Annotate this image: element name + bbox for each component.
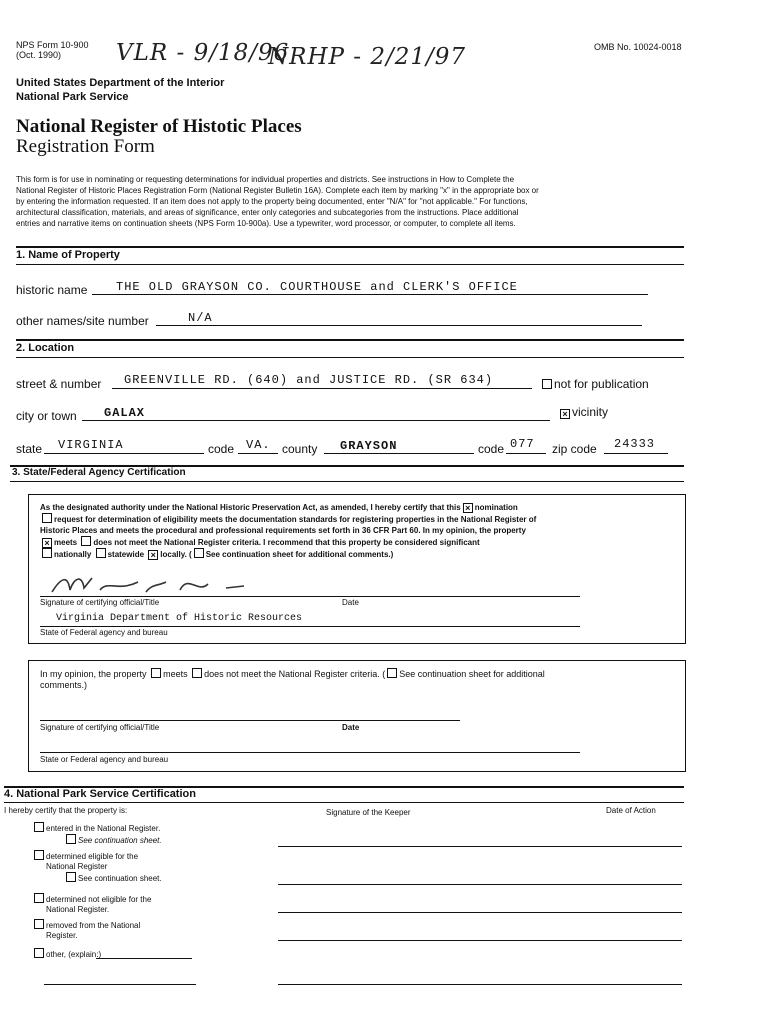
street-label: street & number <box>16 377 102 391</box>
field-underline <box>112 388 532 389</box>
not-eligible-checkbox[interactable] <box>34 893 44 903</box>
field-underline <box>324 453 474 454</box>
field-underline <box>92 294 648 295</box>
omb-number: OMB No. 10024-0018 <box>594 42 682 52</box>
keeper-line <box>278 984 682 985</box>
removed-checkbox[interactable] <box>34 919 44 929</box>
continuation-checkbox[interactable] <box>194 548 204 558</box>
zip-value[interactable]: 24333 <box>614 437 656 451</box>
opinion-continuation-checkbox[interactable] <box>387 668 397 678</box>
agency-line <box>40 626 580 627</box>
section-divider <box>16 264 684 265</box>
section-divider <box>4 802 684 803</box>
field-underline <box>44 453 204 454</box>
instructions-line: entries and narrative items on continuation sheets (NPS Form 10-900a). Use a typewriter, word processor, or computer, to complete all items. <box>16 219 516 228</box>
statewide-label: statewide <box>107 550 145 559</box>
other-label: other, (explain:) <box>46 950 102 959</box>
nationally-label: nationally <box>54 550 92 559</box>
agency-value[interactable]: Virginia Department of Historic Resources <box>56 613 303 624</box>
zip-label: zip code <box>552 442 597 456</box>
meets-checkbox[interactable] <box>42 538 52 548</box>
not-eligible-label: determined not eligible for the <box>46 895 152 904</box>
opinion-meets-checkbox[interactable] <box>151 668 161 678</box>
section-2-heading: 2. Location <box>16 342 75 354</box>
historic-name-label: historic name <box>16 283 88 297</box>
removed-label-2: Register. <box>46 931 78 940</box>
agency-line <box>40 752 580 753</box>
cert-line-2: request for determination of eligibility meets the documentation standards for registering properties in the National Register of <box>54 515 537 524</box>
not-eligible-label-2: National Register. <box>46 905 110 914</box>
service-name: National Park Service <box>16 91 129 103</box>
title-line-1: National Register of Histotic Places <box>16 116 302 137</box>
field-underline <box>604 453 668 454</box>
code-label: code <box>208 442 235 456</box>
keeper-line <box>278 884 682 885</box>
section-divider <box>16 246 684 248</box>
nationally-checkbox[interactable] <box>42 548 52 558</box>
field-underline <box>506 453 546 454</box>
page-title <box>16 117 302 157</box>
title-line-2: Registration Form <box>16 136 155 157</box>
cert-line-1: As the designated authority under the National Historic Preservation Act, as amended, I hereby certify that this <box>40 503 461 512</box>
nps-item-eligible <box>32 850 162 884</box>
form-date-text: (Oct. 1990) <box>16 50 62 60</box>
form-number-text: NPS Form 10-900 <box>16 40 89 50</box>
date-label: Date <box>342 723 360 732</box>
opinion-text <box>40 668 670 691</box>
signature-image <box>48 572 288 598</box>
certify-text: I hereby certify that the property is: <box>4 806 128 815</box>
date-of-action-label: Date of Action <box>606 806 656 815</box>
section-1-heading: 1. Name of Property <box>16 249 120 261</box>
instructions-line: This form is for use in nominating or requesting determinations for individual properties and districts. See instructions in How to Complete the <box>16 175 515 184</box>
handwritten-vlr: VLR - 9/18/96 <box>116 40 290 66</box>
entered-checkbox[interactable] <box>34 822 44 832</box>
other-names-value[interactable]: N/A <box>188 311 213 325</box>
other-checkbox[interactable] <box>34 948 44 958</box>
instructions-line: by entering the information requested. If an item does not apply to the property being documented, enter "N/A" for "not applicable." For functions, <box>16 197 528 206</box>
cert-line-4: does not meet the National Register criteria. I recommend that this property be considered significant <box>93 538 480 547</box>
statewide-checkbox[interactable] <box>96 548 106 558</box>
historic-name-value[interactable]: THE OLD GRAYSON CO. COURTHOUSE and CLERK'S OFFICE <box>116 280 518 294</box>
county-value[interactable]: GRAYSON <box>340 439 398 453</box>
opinion-not-meet-checkbox[interactable] <box>192 668 202 678</box>
keeper-line <box>278 940 682 941</box>
opinion-line-3: See continuation sheet for additional <box>399 669 545 679</box>
continuation-label: See continuation sheet for additional comments.) <box>205 550 394 559</box>
opinion-line-2: does not meet the National Register criteria. ( <box>204 669 386 679</box>
entered-continuation-label: See continuation sheet. <box>78 836 162 845</box>
keeper-label: Signature of the Keeper <box>326 808 411 817</box>
nps-item-removed <box>32 919 140 941</box>
request-checkbox[interactable] <box>42 513 52 523</box>
section-3-heading: 3. State/Federal Agency Certification <box>12 467 186 478</box>
locally-checkbox[interactable] <box>148 550 158 560</box>
keeper-line <box>278 846 682 847</box>
checkbox[interactable] <box>542 379 552 389</box>
instructions-line: National Register of Historic Places Registration Form (National Register Bulletin 16A). Complete each item by marking "x" in the appropriate box or <box>16 186 539 195</box>
removed-label: removed from the National <box>46 921 141 930</box>
entered-continuation-checkbox[interactable] <box>66 834 76 844</box>
keeper-line <box>278 912 682 913</box>
county-code-label: code <box>478 442 505 456</box>
county-code-value[interactable]: 077 <box>510 437 535 451</box>
opinion-line-4: comments.) <box>40 680 88 690</box>
entered-label: entered in the National Register. <box>46 824 161 833</box>
form-number <box>16 40 89 60</box>
other-line[interactable] <box>96 958 192 959</box>
city-value[interactable]: GALAX <box>104 406 146 420</box>
eligible-checkbox[interactable] <box>34 850 44 860</box>
eligible-continuation-label: See continuation sheet. <box>78 874 162 883</box>
state-label: state <box>16 442 43 456</box>
instructions-line: architectural classification, materials, and areas of significance, enter only categories and subcategories from the instructions. Place additional <box>16 208 519 217</box>
not-for-publication[interactable] <box>540 377 649 391</box>
section-divider <box>16 339 684 341</box>
nps-item-not-eligible <box>32 893 151 915</box>
eligible-label-2: National Register <box>46 862 108 871</box>
field-underline <box>82 420 550 421</box>
other-names-label: other names/site number <box>16 314 149 328</box>
section-divider <box>10 481 684 482</box>
explain-line[interactable] <box>44 984 196 985</box>
nps-item-other <box>32 948 101 959</box>
eligible-continuation-checkbox[interactable] <box>66 872 76 882</box>
signature-line <box>40 596 580 597</box>
opinion-meets-label: meets <box>163 669 188 679</box>
eligible-label: determined eligible for the <box>46 852 139 861</box>
signature-label: Signature of certifying official/Title <box>40 598 160 607</box>
state-value[interactable]: VIRGINIA <box>58 438 124 452</box>
not-for-publication-label: not for publication <box>554 377 649 391</box>
vicinity-label: vicinity <box>572 405 609 419</box>
certification-text <box>40 502 672 560</box>
field-underline <box>238 453 278 454</box>
state-code-value[interactable]: VA. <box>246 438 271 452</box>
department-name: United States Department of the Interior <box>16 77 225 89</box>
nomination-label: nomination <box>474 503 518 512</box>
checkbox-checked[interactable] <box>560 409 570 419</box>
agency-label: State of Federal agency and bureau <box>40 628 168 637</box>
signature-label: Signature of certifying official/Title <box>40 723 160 732</box>
instructions-paragraph <box>16 174 686 229</box>
signature-line <box>40 720 460 721</box>
cert-line-3: Historic Places and meets the procedural and professional requirements set forth in 36 CFR Part 60. In my opinion, the property <box>40 526 526 535</box>
handwritten-nrhp: NRHP - 2/21/97 <box>268 44 467 70</box>
vicinity-checkbox[interactable] <box>558 405 608 419</box>
section-4-heading: 4. National Park Service Certification <box>4 788 196 800</box>
city-label: city or town <box>16 409 77 423</box>
does-not-meet-checkbox[interactable] <box>81 536 91 546</box>
section-divider <box>16 357 684 358</box>
street-value[interactable]: GREENVILLE RD. (640) and JUSTICE RD. (SR 634) <box>124 373 494 387</box>
county-label: county <box>282 442 318 456</box>
nomination-checkbox[interactable] <box>463 503 473 513</box>
date-label: Date <box>342 598 359 607</box>
locally-label: locally. ( <box>160 550 192 559</box>
agency-label: State or Federal agency and bureau <box>40 755 169 764</box>
meets-label: meets <box>54 538 78 547</box>
field-underline <box>156 325 642 326</box>
opinion-line-1: In my opinion, the property <box>40 669 147 679</box>
nps-item-entered <box>32 822 162 846</box>
